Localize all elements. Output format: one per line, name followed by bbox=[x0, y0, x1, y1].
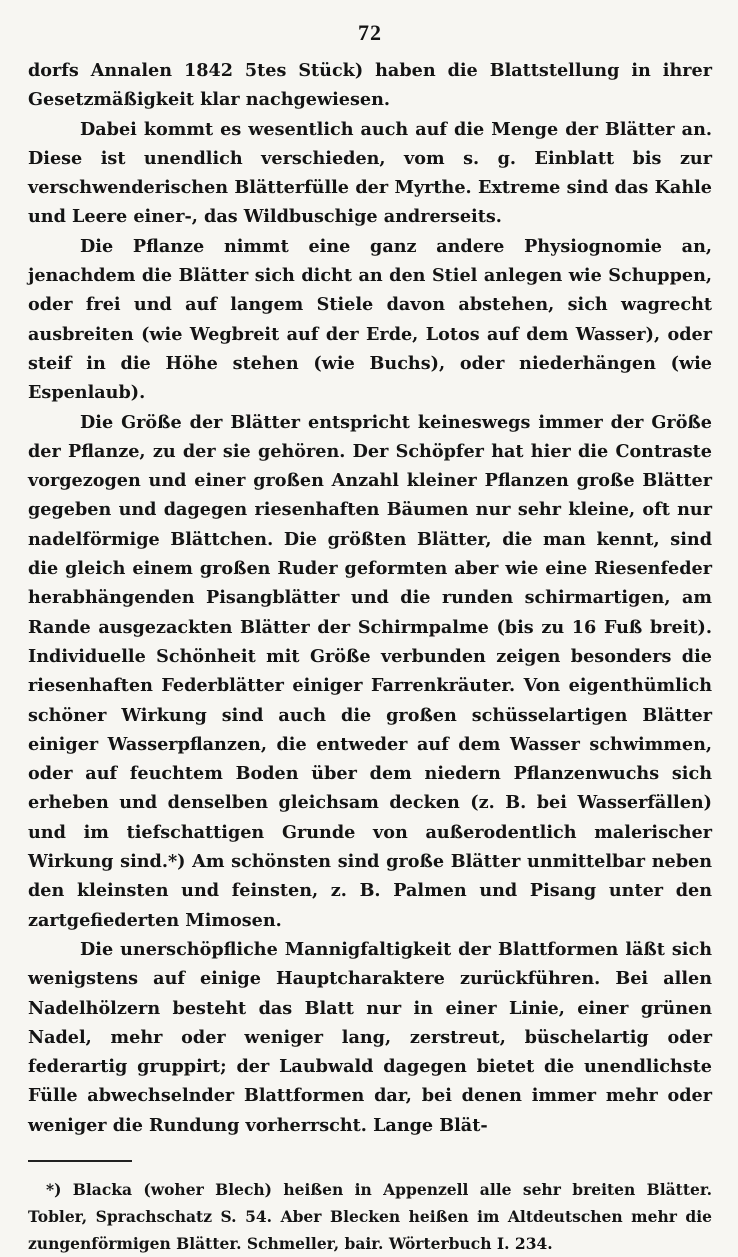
paragraph-leaf-quantity: Dabei kommt es wesentlich auch auf die Menge der Blätter an. Diese ist unendlich verschieden, vom s. g. Einblatt bis zur verschwenderischen Blätterfülle der Myrthe. Extreme sind das Kahle und Leere einer-, das Wildbuschige andrerseits. bbox=[28, 118, 712, 228]
page-number: 72 bbox=[358, 20, 382, 45]
paragraph-continuation: dorfs Annalen 1842 5tes Stück) haben die Blattstellung in ihrer Gesetzmäßigkeit klar nachgewiesen. bbox=[28, 60, 712, 111]
footnote: *) Blacka (woher Blech) heißen in Appenzell alle sehr breiten Blätter. Tobler, Sprachschatz S. 54. Aber Blecken heißen im Altdeutschen mehr die zungenförmigen Blätter. Schmeller, bair. Wörterbuch I. 234. bbox=[28, 1179, 712, 1253]
paragraph-leaf-posture: Die Pflanze nimmt eine ganz andere Physiognomie an, jenachdem die Blätter sich dicht an den Stiel anlegen wie Schuppen, oder frei und auf langem Stiele davon abstehen, sich wagrecht ausbreiten (wie Wegbreit auf der Erde, Lotos auf dem Wasser), oder steif in die Höhe stehen (wie Buchs), oder niederhängen (wie Espenlaub). bbox=[28, 235, 712, 404]
paragraph-leaf-size: Die Größe der Blätter entspricht keineswegs immer der Größe der Pflanze, zu der sie gehören. Der Schöpfer hat hier die Contraste vorgezogen und einer großen Anzahl kleiner Pflanzen große Blätter gegeben und dagegen riesenhaften Bäumen nur sehr kleine, oft nur nadelförmige Blättchen. Die größten Blätter, die man kennt, sind die gleich einem großen Ruder geformten aber wie eine Riesenfeder herabhängenden Pisangblätter und die runden schirmartigen, am Rande ausgezackten Blätter der Schirmpalme (bis zu 16 Fuß breit). Individuelle Schönheit mit Größe verbunden zeigen besonders die riesenhaften Federblätter einiger Farrenkräuter. Von eigenthümlich schöner Wirkung sind auch die großen schüsselartigen Blätter einiger Wasserpflanzen, die entweder auf dem Wasser schwimmen, oder auf feuchtem Boden über dem niedern Pflanzenwuchs sich erheben und denselben gleichsam decken (z. B. bei Wasserfällen) und im tiefschattigen Grunde von außerodentlich malerischer Wirkung sind.*) Am schönsten sind große Blätter unmittelbar neben den kleinsten und feinsten, z. B. Palmen und Pisang unter den zartgefiederten Mimosen. bbox=[28, 411, 712, 931]
paragraph-leaf-forms: Die unerschöpfliche Mannigfaltigkeit der Blattformen läßt sich wenigstens auf einige Hauptcharaktere zurückführen. Bei allen Nadelhölzern besteht das Blatt nur in einer Linie, einer grünen Nadel, mehr oder weniger lang, zerstreut, büschelartig oder federartig gruppirt; der Laubwald dagegen bietet die unendlichste Fülle abwechselnder Blattformen dar, bei denen immer mehr oder weniger die Rundung vorherrscht. Lange Blät- bbox=[28, 938, 712, 1136]
footnote-divider bbox=[28, 1160, 132, 1162]
body-text bbox=[28, 56, 712, 1140]
